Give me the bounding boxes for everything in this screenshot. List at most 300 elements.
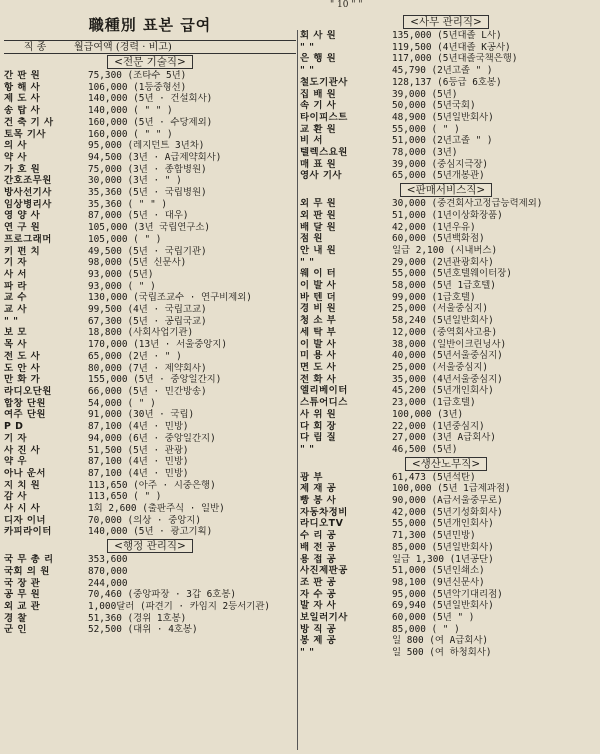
salary-value: 95,000 (레지던트 3년차) — [88, 140, 205, 152]
table-row — [300, 292, 592, 304]
cut-edge-text — [594, 200, 600, 680]
table-row — [300, 198, 592, 210]
job-title: 약 우 — [4, 456, 27, 468]
table-row — [300, 124, 592, 136]
table-row — [300, 77, 592, 89]
salary-value: 155,000 (5년 · 중앙일간지) — [88, 374, 222, 386]
table-row — [300, 483, 592, 495]
job-title: P D — [4, 421, 24, 433]
salary-value: 93,000 ( " ) — [88, 280, 156, 292]
table-row — [4, 433, 296, 445]
job-title: 공 무 원 — [4, 589, 41, 601]
table-row — [300, 647, 592, 659]
salary-value: 87,100 (4년 · 민방) — [88, 456, 189, 468]
job-title: " " — [4, 315, 19, 327]
job-title: 비 서 — [300, 135, 323, 147]
salary-value: 55,000 (5년호텔웨이터장) — [392, 268, 512, 280]
job-title: 미 용 사 — [300, 350, 337, 362]
job-title: 타이피스트 — [300, 111, 348, 123]
salary-value: 98,100 (9년신문사) — [392, 576, 485, 588]
table-row — [300, 112, 592, 124]
job-title: 연 구 원 — [4, 222, 41, 234]
table-row — [4, 409, 296, 421]
salary-value: 85,000 ( " ) — [392, 623, 460, 635]
job-title: 간호조무원 — [4, 175, 52, 187]
salary-value: 48,900 (5년일반회사) — [392, 111, 494, 123]
job-title: 전 도 사 — [4, 350, 41, 362]
job-title: " " — [300, 65, 315, 77]
job-title: " " — [300, 647, 315, 659]
table-row — [4, 503, 296, 515]
table-row — [4, 199, 296, 211]
salary-value: 100,000 (5년 1급제과점) — [392, 483, 511, 495]
table-row — [4, 129, 296, 141]
job-title: 이 발 사 — [300, 280, 337, 292]
table-row — [4, 164, 296, 176]
salary-value: 54,000 ( " ) — [88, 397, 156, 409]
salary-value: 117,000 (5년대졸국책은행) — [392, 53, 518, 65]
salary-value: 75,300 (조타수 5년) — [88, 70, 187, 81]
job-title: 보일러기사 — [300, 612, 348, 624]
table-row — [300, 374, 592, 386]
salary-value: 27,000 (3년 A급회사) — [392, 432, 496, 444]
table-row — [300, 554, 592, 566]
salary-value: 52,500 (대위 · 4호봉) — [88, 624, 198, 636]
job-title: 외 교 관 — [4, 600, 41, 612]
salary-value: 98,000 (5년 신문사) — [88, 257, 187, 269]
job-title: 임상병리사 — [4, 198, 52, 210]
job-title: 사 시 사 — [4, 503, 41, 515]
job-title: 카피라이터 — [4, 526, 52, 538]
job-title: 지 치 원 — [4, 479, 41, 491]
salary-value: 29,000 (2년관광회사) — [392, 256, 494, 268]
section-title-sales: <판매서비스직> — [300, 183, 592, 197]
table-row — [300, 565, 592, 577]
column-header-salary: 월급여액 (경력 · 비고) — [74, 42, 172, 53]
table-row — [4, 117, 296, 129]
table-row — [4, 140, 296, 152]
job-title: 세 탁 부 — [300, 326, 337, 338]
salary-value: 55,000 (5년개인회사) — [392, 518, 494, 530]
job-title: 디자 이너 — [4, 514, 46, 526]
salary-value: 70,000 (의상 · 중앙지) — [88, 514, 202, 526]
table-row — [300, 577, 592, 589]
job-title: 감 사 — [4, 491, 27, 503]
job-title: 사 서 — [4, 268, 27, 280]
salary-value: 105,000 ( " ) — [88, 233, 162, 245]
job-title: 교 수 — [4, 292, 27, 304]
page-title: 職種別 표본 급여 — [88, 16, 212, 34]
job-title: 군 인 — [4, 624, 27, 636]
job-title: 목 사 — [4, 339, 27, 351]
job-title: 국회 의 원 — [4, 565, 50, 577]
job-title: 빵 봉 사 — [300, 495, 337, 507]
table-row — [300, 100, 592, 112]
salary-value: 87,100 (4년 · 민방) — [88, 467, 189, 479]
column-divider — [297, 30, 298, 750]
job-title: 경 비 원 — [300, 303, 337, 315]
table-row — [300, 385, 592, 397]
table-row — [4, 339, 296, 351]
job-title: 청 소 부 — [300, 315, 337, 327]
job-title: 웨 이 터 — [300, 268, 337, 280]
salary-value: 38,000 (일반이크린닝사) — [392, 338, 507, 350]
table-row — [4, 281, 296, 293]
table-row — [4, 386, 296, 398]
table-row — [300, 472, 592, 484]
job-title: 기 자 — [4, 432, 27, 444]
table-row — [300, 444, 592, 456]
table-row — [4, 613, 296, 625]
job-title: 국 무 총 리 — [4, 554, 54, 566]
rows-office — [300, 30, 592, 182]
table-row — [4, 421, 296, 433]
salary-value: 30,000 (중견회사고정급능력제외) — [392, 198, 543, 210]
job-title: 도 안 사 — [4, 362, 41, 374]
job-title: 광 부 — [300, 471, 323, 483]
job-title: 다 림 질 — [300, 432, 337, 444]
table-row — [4, 601, 296, 613]
job-title: 교 환 원 — [300, 123, 337, 135]
column-header-job: 직 종 — [23, 42, 47, 53]
salary-value: 40,000 (5년서울중심지) — [392, 350, 503, 362]
table-row — [300, 89, 592, 101]
table-row — [4, 456, 296, 468]
job-title: 프로그래머 — [4, 233, 52, 245]
rows-sales — [300, 198, 592, 455]
salary-value: 140,000 (5년 · 광고기획) — [88, 526, 213, 538]
table-row — [4, 554, 296, 566]
job-title: 철도기관사 — [300, 76, 348, 88]
job-title: 자동차정비 — [300, 506, 348, 518]
salary-value: 일급 2,100 (시내버스) — [392, 244, 498, 256]
table-row — [300, 624, 592, 636]
job-title: 아나 운서 — [4, 467, 46, 479]
salary-value: 35,000 (4년서울중심지) — [392, 373, 503, 385]
job-title: 항 해 사 — [4, 81, 41, 93]
salary-value: 42,000 (5년기성화회사) — [392, 506, 503, 518]
table-row — [300, 30, 592, 42]
section-title-admin: <행정 관리직> — [4, 539, 296, 553]
table-row — [4, 222, 296, 234]
job-title: 파 라 — [4, 280, 27, 292]
table-row — [300, 222, 592, 234]
job-title: 조 판 공 — [300, 576, 337, 588]
table-row — [4, 82, 296, 94]
salary-value: 95,000 (5년악기대리점) — [392, 588, 503, 600]
job-title: 건 축 기 사 — [4, 116, 54, 128]
job-title: 송 탑 사 — [4, 105, 41, 117]
salary-value: 50,000 (5년국회) — [392, 100, 476, 112]
salary-value: 12,000 (중역회사고용) — [392, 326, 498, 338]
salary-value: 75,000 (3년 · 종합병원) — [88, 163, 207, 175]
table-row — [4, 327, 296, 339]
table-row — [4, 351, 296, 363]
job-title: 약 사 — [4, 151, 27, 163]
salary-value: 71,300 (5년민방) — [392, 530, 476, 542]
table-row — [4, 515, 296, 527]
table-row — [4, 210, 296, 222]
table-row — [300, 210, 592, 222]
table-row — [300, 42, 592, 54]
table-row — [4, 152, 296, 164]
table-row — [300, 339, 592, 351]
salary-value: 51,500 (5년 · 관광) — [88, 444, 189, 456]
salary-value: 51,000 (5년인쇄소) — [392, 565, 485, 577]
table-row — [300, 303, 592, 315]
job-title: 사진제판공 — [300, 565, 348, 577]
job-title: 키 펀 치 — [4, 245, 41, 257]
salary-value: 46,500 (5년) — [392, 443, 458, 455]
salary-value: 1회 2,600 (출판주식 · 일반) — [88, 503, 225, 515]
salary-value: 140,000 ( " " ) — [88, 105, 173, 117]
salary-value: 94,500 (3년 · A급제약회사) — [88, 151, 222, 163]
salary-value: 61,473 (5년석탄) — [392, 471, 476, 483]
salary-value: 58,000 (5년 1급호텔) — [392, 280, 496, 292]
salary-value: 94,000 (6년 · 중앙일간지) — [88, 432, 216, 444]
table-row — [4, 175, 296, 187]
salary-value: 78,000 (3년) — [392, 147, 458, 159]
job-title: 여주 단원 — [4, 409, 46, 421]
table-row — [4, 480, 296, 492]
job-title: 배 전 공 — [300, 541, 337, 553]
table-row — [4, 105, 296, 117]
table-row — [300, 612, 592, 624]
table-row — [300, 53, 592, 65]
job-title: 영사 기사 — [300, 170, 342, 182]
job-title: 은 행 원 — [300, 53, 337, 65]
table-row — [4, 398, 296, 410]
job-title: 교 사 — [4, 304, 27, 316]
salary-value: 106,000 (1등중형선) — [88, 81, 187, 93]
table-row — [4, 578, 296, 590]
job-title: 엘리베이터 — [300, 385, 348, 397]
table-row — [300, 421, 592, 433]
job-title: 발 자 사 — [300, 600, 337, 612]
table-row — [300, 280, 592, 292]
table-row — [300, 589, 592, 601]
salary-value: 49,500 (5년 · 국립기관) — [88, 245, 207, 257]
column-header — [4, 40, 296, 54]
salary-value: 160,000 (5년 · 수당제외) — [88, 116, 213, 128]
job-title: 간 판 원 — [4, 70, 41, 81]
salary-value: 119,500 (4년대졸 K공사) — [392, 41, 511, 53]
table-row — [4, 468, 296, 480]
table-row — [300, 135, 592, 147]
salary-value: 91,000 (30년 · 국립) — [88, 409, 195, 421]
salary-value: 42,000 (1년우유) — [392, 221, 476, 233]
table-row — [4, 374, 296, 386]
table-row — [300, 268, 592, 280]
job-title: " " — [300, 41, 315, 53]
salary-value: 60,000 (5년 " ) — [392, 612, 475, 624]
job-title: 외 판 원 — [300, 209, 337, 221]
job-title: 자 수 공 — [300, 588, 337, 600]
salary-value: 51,000 (2년고졸 " ) — [392, 135, 493, 147]
salary-value: 105,000 (3년 국립연구소) — [88, 222, 211, 234]
salary-value: 66,000 (5년 · 민간방송) — [88, 385, 207, 397]
table-row — [300, 170, 592, 182]
job-title: 매 표 원 — [300, 158, 337, 170]
salary-value: 93,000 (5년) — [88, 268, 154, 280]
job-title: 영 양 사 — [4, 210, 41, 222]
table-row — [300, 65, 592, 77]
table-row — [4, 363, 296, 375]
salary-value: 39,000 (5년) — [392, 88, 458, 100]
table-row — [4, 187, 296, 199]
section-title-office: <사무 관리직> — [300, 15, 592, 29]
table-row — [4, 269, 296, 281]
salary-value: 35,360 ( " " ) — [88, 198, 168, 210]
job-title: 토목 기사 — [4, 128, 46, 140]
job-title: 사 진 사 — [4, 444, 41, 456]
job-title: 배 달 원 — [300, 221, 337, 233]
table-row — [300, 530, 592, 542]
salary-value: 25,000 (서울중심지) — [392, 361, 489, 373]
salary-value: 67,300 (5년 · 공립국교) — [88, 315, 207, 327]
salary-value: 99,000 (1급호텔) — [392, 291, 476, 303]
table-row — [300, 245, 592, 257]
table-row — [4, 234, 296, 246]
salary-value: 일 500 (여 하청회사) — [392, 647, 492, 659]
salary-value: 58,240 (5년일반회사) — [392, 315, 494, 327]
job-title: 이 발 사 — [300, 338, 337, 350]
salary-value: 51,360 (경위 1호봉) — [88, 612, 187, 624]
table-row — [4, 316, 296, 328]
job-title: 텔렉스요원 — [300, 147, 348, 159]
table-row — [4, 70, 296, 82]
job-title: 방사선기사 — [4, 187, 52, 199]
job-title: 만 화 가 — [4, 374, 41, 386]
table-row — [300, 397, 592, 409]
job-title: 바 텐 더 — [300, 291, 337, 303]
salary-value: 65,000 (5년개봉관) — [392, 170, 485, 182]
rows-professional — [4, 70, 296, 538]
salary-value: 135,000 (5년대졸 L사) — [392, 30, 502, 41]
salary-value: 51,000 (1년이상화장품) — [392, 209, 503, 221]
table-row — [4, 304, 296, 316]
salary-value: 353,600 — [88, 554, 128, 566]
salary-value: 35,360 (5년 · 국립병원) — [88, 187, 207, 199]
table-row — [300, 432, 592, 444]
rows-production — [300, 472, 592, 659]
job-title: 방 직 공 — [300, 623, 337, 635]
table-row — [300, 495, 592, 507]
salary-value: 일급 1,300 (1년공단) — [392, 553, 494, 565]
rows-admin — [4, 554, 296, 636]
salary-value: 128,137 (6등급 6호봉) — [392, 76, 502, 88]
salary-value: 39,000 (중심지극장) — [392, 158, 489, 170]
table-row — [300, 409, 592, 421]
salary-value: 87,000 (5년 · 대우) — [88, 210, 189, 222]
job-title: 사 위 원 — [300, 408, 337, 420]
top-cut-text: " 10 " " — [330, 0, 363, 10]
job-title: 가 호 원 — [4, 163, 41, 175]
salary-value: 100,000 (3년) — [392, 408, 464, 420]
table-row — [4, 292, 296, 304]
job-title: 경 찰 — [4, 612, 27, 624]
table-row — [4, 93, 296, 105]
salary-value: 87,100 (4년 · 민방) — [88, 421, 189, 433]
table-row — [4, 491, 296, 503]
job-title: 제 도 사 — [4, 93, 41, 105]
job-title: 기 자 — [4, 257, 27, 269]
job-title: 수 리 공 — [300, 530, 337, 542]
job-title: 안 내 원 — [300, 244, 337, 256]
salary-value: 69,940 (5년일반회사) — [392, 600, 494, 612]
salary-value: 99,500 (4년 · 국립고교) — [88, 304, 207, 316]
table-row — [4, 589, 296, 601]
table-row — [300, 350, 592, 362]
salary-value: 45,790 (2년고졸 " ) — [392, 65, 493, 77]
salary-value: 80,000 (7년 · 제약회사) — [88, 362, 207, 374]
section-title-production: <생산노무직> — [300, 457, 592, 471]
salary-value: 130,000 (국립조교수 · 연구비제외) — [88, 292, 252, 304]
salary-value: 22,000 (1년중심지) — [392, 420, 485, 432]
job-title: 합창 단원 — [4, 397, 46, 409]
salary-value: 85,000 (5년일반회사) — [392, 541, 494, 553]
job-title: 면 도 사 — [300, 361, 337, 373]
job-title: 용 접 공 — [300, 553, 337, 565]
salary-value: 60,000 (5년백화점) — [392, 233, 485, 245]
salary-value: 55,000 ( " ) — [392, 123, 460, 135]
job-title: 점 원 — [300, 233, 323, 245]
job-title: 라디오TV — [300, 518, 344, 530]
job-title: " " — [300, 443, 315, 455]
salary-value: 113,650 ( " ) — [88, 491, 162, 503]
job-title: 스튜어디스 — [300, 397, 348, 409]
right-column — [300, 14, 592, 752]
table-row — [300, 600, 592, 612]
table-row — [4, 445, 296, 457]
table-row — [300, 233, 592, 245]
table-row — [300, 542, 592, 554]
job-title: 봉 제 공 — [300, 635, 337, 647]
job-title: 회 사 원 — [300, 30, 337, 41]
salary-value: 23,000 (1급호텔) — [392, 397, 476, 409]
salary-value: 1,000달러 (파견기 · 카임지 2등서기관) — [88, 600, 271, 612]
table-row — [300, 327, 592, 339]
table-row — [300, 257, 592, 269]
salary-value: 일 800 (여 A급회사) — [392, 635, 489, 647]
salary-value: 113,650 (아주 · 시중은행) — [88, 479, 216, 491]
salary-value: 870,000 — [88, 565, 128, 577]
table-row — [300, 362, 592, 374]
salary-value: 160,000 ( " " ) — [88, 128, 173, 140]
job-title: 라디오단원 — [4, 385, 52, 397]
job-title: 속 기 사 — [300, 100, 337, 112]
table-row — [4, 246, 296, 258]
salary-value: 70,460 (중앙파장 · 3갑 6호봉) — [88, 589, 237, 601]
salary-value: 65,000 (2년 · " ) — [88, 350, 182, 362]
table-row — [300, 507, 592, 519]
table-row — [300, 518, 592, 530]
table-row — [4, 566, 296, 578]
table-row — [4, 526, 296, 538]
salary-value: 25,000 (서울중심지) — [392, 303, 489, 315]
table-row — [300, 159, 592, 171]
salary-value: 140,000 (5년 · 건설회사) — [88, 93, 213, 105]
table-row — [4, 624, 296, 636]
salary-value: 45,200 (5년개인회사) — [392, 385, 494, 397]
table-row — [300, 315, 592, 327]
salary-value: 170,000 (13년 · 서울중앙지) — [88, 339, 228, 351]
job-title: 의 사 — [4, 140, 27, 152]
table-row — [300, 147, 592, 159]
salary-value: 18,800 (사회사업기관) — [88, 327, 194, 339]
job-title: 전 화 사 — [300, 373, 337, 385]
salary-value: 90,000 (A급서울중무로) — [392, 495, 503, 507]
